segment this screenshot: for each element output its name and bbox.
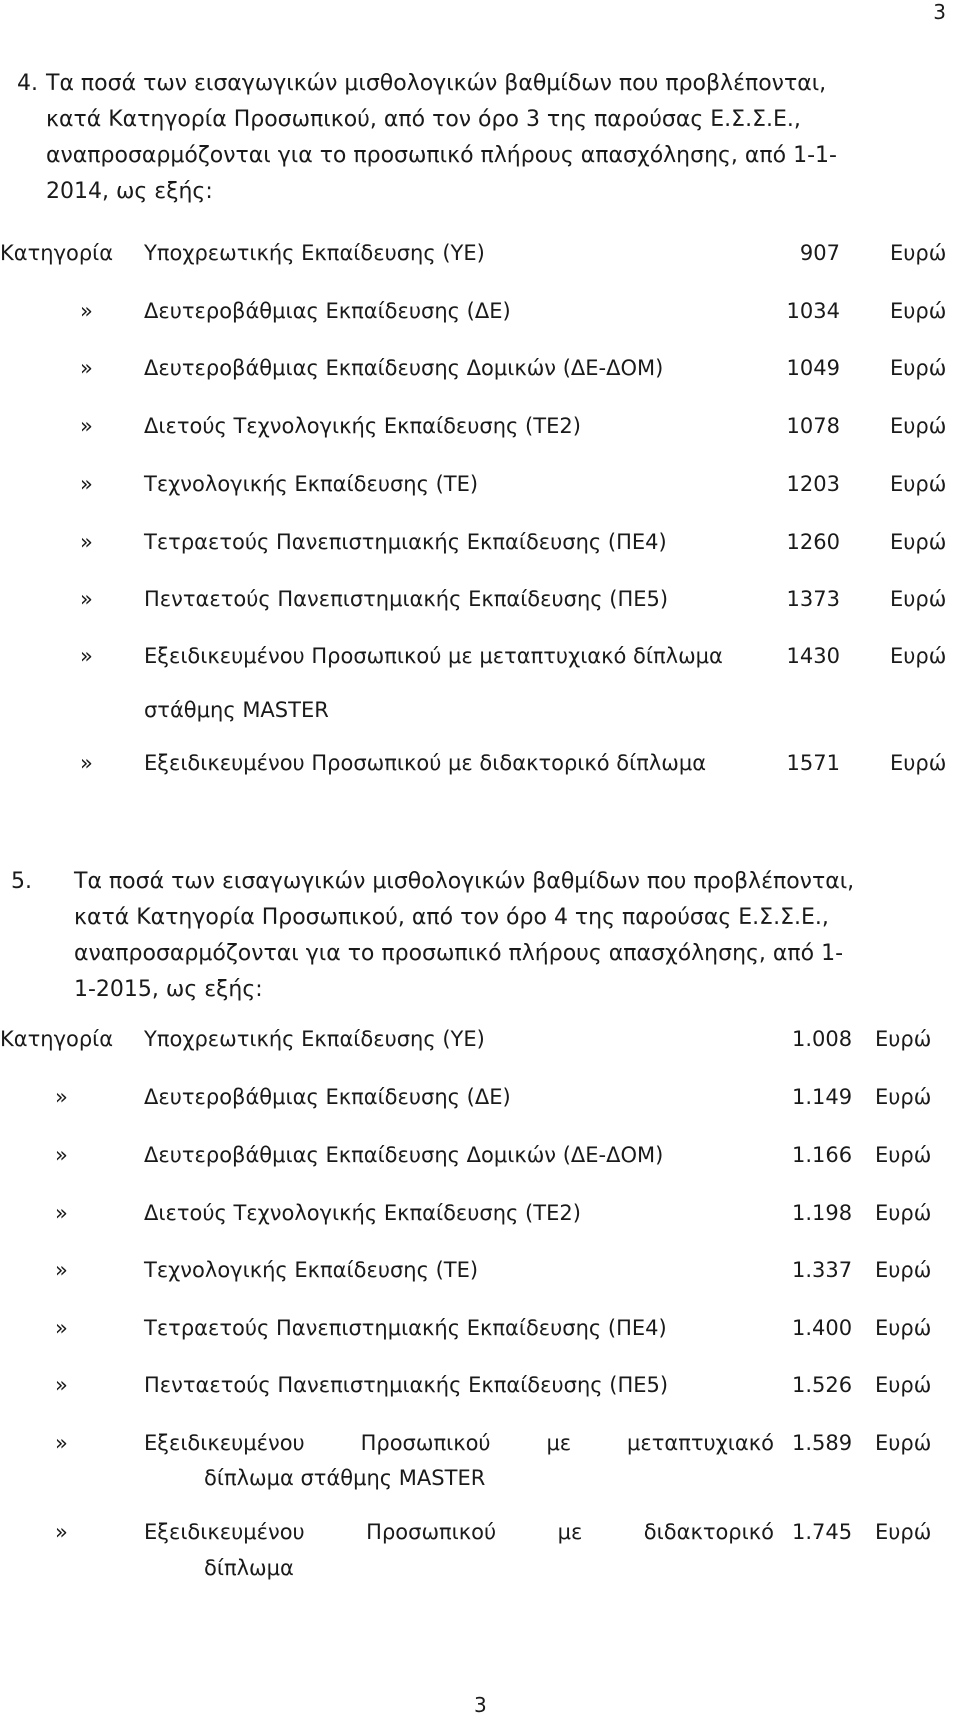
table-row [0, 1428, 960, 1458]
ditto-mark: » [55, 1201, 68, 1225]
description-word: Εξειδικευμένου [144, 1520, 305, 1544]
row-currency: Ευρώ [875, 1431, 932, 1455]
row-amount: 1260 [786, 530, 840, 554]
section-4-line: Τα ποσά των εισαγωγικών μισθολογικών βαθμίδων που προβλέπονται, [46, 71, 827, 96]
row-currency: Ευρώ [890, 356, 947, 380]
table-row [0, 1198, 960, 1228]
table-row [0, 1313, 960, 1343]
row-description: Υποχρεωτικής Εκπαίδευσης (ΥΕ) [144, 1027, 485, 1051]
row-amount: 1373 [786, 587, 840, 611]
row-amount: 1.166 [792, 1143, 853, 1167]
ditto-mark: » [80, 751, 93, 775]
row-currency: Ευρώ [890, 472, 947, 496]
row-currency: Ευρώ [890, 751, 947, 775]
row-description: Υποχρεωτικής Εκπαίδευσης (ΥΕ) [144, 241, 485, 265]
row-amount: 1.526 [792, 1373, 853, 1397]
row-description [144, 1428, 774, 1458]
row-description-continuation: δίπλωμα στάθμης MASTER [204, 1466, 486, 1490]
row-description: Δευτεροβάθμιας Εκπαίδευσης Δομικών (ΔΕ-ΔΟΜ) [144, 1143, 664, 1167]
row-description: Διετούς Τεχνολογικής Εκπαίδευσης (ΤΕ2) [144, 1201, 581, 1225]
ditto-mark: » [55, 1143, 68, 1167]
row-description: Διετούς Τεχνολογικής Εκπαίδευσης (ΤΕ2) [144, 414, 581, 438]
row-description-continuation: στάθμης MASTER [144, 698, 329, 722]
row-currency: Ευρώ [875, 1316, 932, 1340]
ditto-mark: » [55, 1316, 68, 1340]
row-description: Πενταετούς Πανεπιστημιακής Εκπαίδευσης (ΠΕ5) [144, 1373, 669, 1397]
row-description: Τεχνολογικής Εκπαίδευσης (ΤΕ) [144, 1258, 479, 1282]
ditto-mark: » [80, 356, 93, 380]
row-description: Πενταετούς Πανεπιστημιακής Εκπαίδευσης (ΠΕ5) [144, 587, 669, 611]
ditto-mark: » [80, 299, 93, 323]
row-description: Τετραετούς Πανεπιστημιακής Εκπαίδευσης (ΠΕ4) [144, 530, 667, 554]
row-amount: 1034 [786, 299, 840, 323]
row-currency: Ευρώ [890, 587, 947, 611]
description-word: μεταπτυχιακό [627, 1431, 774, 1455]
table-row [0, 1082, 960, 1112]
table-row [0, 641, 960, 671]
row-description: Τετραετούς Πανεπιστημιακής Εκπαίδευσης (ΠΕ4) [144, 1316, 667, 1340]
section-5-number: 5. [11, 869, 32, 894]
row-amount: 1430 [786, 644, 840, 668]
row-description: Τεχνολογικής Εκπαίδευσης (ΤΕ) [144, 472, 479, 496]
row-amount: 907 [799, 241, 840, 265]
row-description: Εξειδικευμένου Προσωπικού με μεταπτυχιακό δίπλωμα [144, 644, 723, 668]
row-currency: Ευρώ [875, 1027, 932, 1051]
row-description-continuation: δίπλωμα [204, 1556, 294, 1580]
row-currency: Ευρώ [875, 1258, 932, 1282]
row-currency: Ευρώ [875, 1143, 932, 1167]
description-word: με [546, 1431, 572, 1455]
row-amount: 1078 [786, 414, 840, 438]
table-row [0, 1140, 960, 1170]
section-5-line: 1-2015, ως εξής: [74, 977, 263, 1002]
row-currency: Ευρώ [875, 1085, 932, 1109]
table-row [0, 1370, 960, 1400]
section-4-paragraph [17, 66, 837, 210]
row-amount: 1.589 [792, 1431, 853, 1455]
table-row [0, 1517, 960, 1547]
table-row [0, 1255, 960, 1285]
ditto-mark: » [80, 414, 93, 438]
table-row [0, 411, 960, 441]
row-currency: Ευρώ [875, 1520, 932, 1544]
row-amount: 1.149 [792, 1085, 853, 1109]
row-currency: Ευρώ [890, 644, 947, 668]
row-amount: 1203 [786, 472, 840, 496]
section-5-line: κατά Κατηγορία Προσωπικού, από τον όρο 4 της παρούσας Ε.Σ.Σ.Ε., [74, 905, 829, 930]
row-amount: 1.337 [792, 1258, 853, 1282]
section-4-line: 2014, ως εξής: [46, 179, 213, 204]
section-4-line: κατά Κατηγορία Προσωπικού, από τον όρο 3 της παρούσας Ε.Σ.Σ.Ε., [46, 107, 801, 132]
table-row [0, 527, 960, 557]
section-5-paragraph [11, 864, 855, 1008]
row-currency: Ευρώ [890, 241, 947, 265]
row-amount: 1.198 [792, 1201, 853, 1225]
ditto-mark: » [55, 1085, 68, 1109]
row-amount: 1049 [786, 356, 840, 380]
row-amount: 1.400 [792, 1316, 853, 1340]
row-currency: Ευρώ [890, 414, 947, 438]
description-word: Προσωπικού [360, 1431, 491, 1455]
row-description: Δευτεροβάθμιας Εκπαίδευσης (ΔΕ) [144, 299, 511, 323]
table-row [0, 748, 960, 778]
row-amount: 1.008 [792, 1027, 853, 1051]
row-amount: 1.745 [792, 1520, 853, 1544]
table-row [0, 353, 960, 383]
row-description: Δευτεροβάθμιας Εκπαίδευσης Δομικών (ΔΕ-ΔΟΜ) [144, 356, 664, 380]
table-row [0, 1024, 960, 1054]
ditto-mark: » [80, 472, 93, 496]
row-currency: Ευρώ [875, 1373, 932, 1397]
section-5-line: αναπροσαρμόζονται για το προσωπικό πλήρους απασχόλησης, από 1- [74, 941, 844, 966]
ditto-mark: » [55, 1258, 68, 1282]
ditto-mark: » [55, 1431, 68, 1455]
ditto-mark: » [80, 587, 93, 611]
description-word: Προσωπικού [366, 1520, 497, 1544]
section-5-line: Τα ποσά των εισαγωγικών μισθολογικών βαθμίδων που προβλέπονται, [74, 869, 855, 894]
ditto-mark: » [80, 530, 93, 554]
row-description: Δευτεροβάθμιας Εκπαίδευσης (ΔΕ) [144, 1085, 511, 1109]
row-amount: 1571 [786, 751, 840, 775]
category-label: Κατηγορία [0, 1027, 114, 1051]
table-row [0, 238, 960, 268]
description-word: με [557, 1520, 583, 1544]
row-currency: Ευρώ [875, 1201, 932, 1225]
row-currency: Ευρώ [890, 299, 947, 323]
table-row [0, 469, 960, 499]
category-label: Κατηγορία [0, 241, 114, 265]
section-4-number: 4. [17, 71, 38, 96]
row-description: Εξειδικευμένου Προσωπικού με διδακτορικό δίπλωμα [144, 751, 707, 775]
page-number-bottom: 3 [474, 1693, 487, 1717]
section-4-line: αναπροσαρμόζονται για το προσωπικό πλήρους απασχόλησης, από 1-1- [46, 143, 837, 168]
table-row [0, 296, 960, 326]
page-number-top: 3 [933, 0, 946, 24]
table-row [0, 584, 960, 614]
row-currency: Ευρώ [890, 530, 947, 554]
description-word: διδακτορικό [643, 1520, 774, 1544]
ditto-mark: » [55, 1520, 68, 1544]
row-description [144, 1517, 774, 1547]
ditto-mark: » [55, 1373, 68, 1397]
description-word: Εξειδικευμένου [144, 1431, 305, 1455]
ditto-mark: » [80, 644, 93, 668]
